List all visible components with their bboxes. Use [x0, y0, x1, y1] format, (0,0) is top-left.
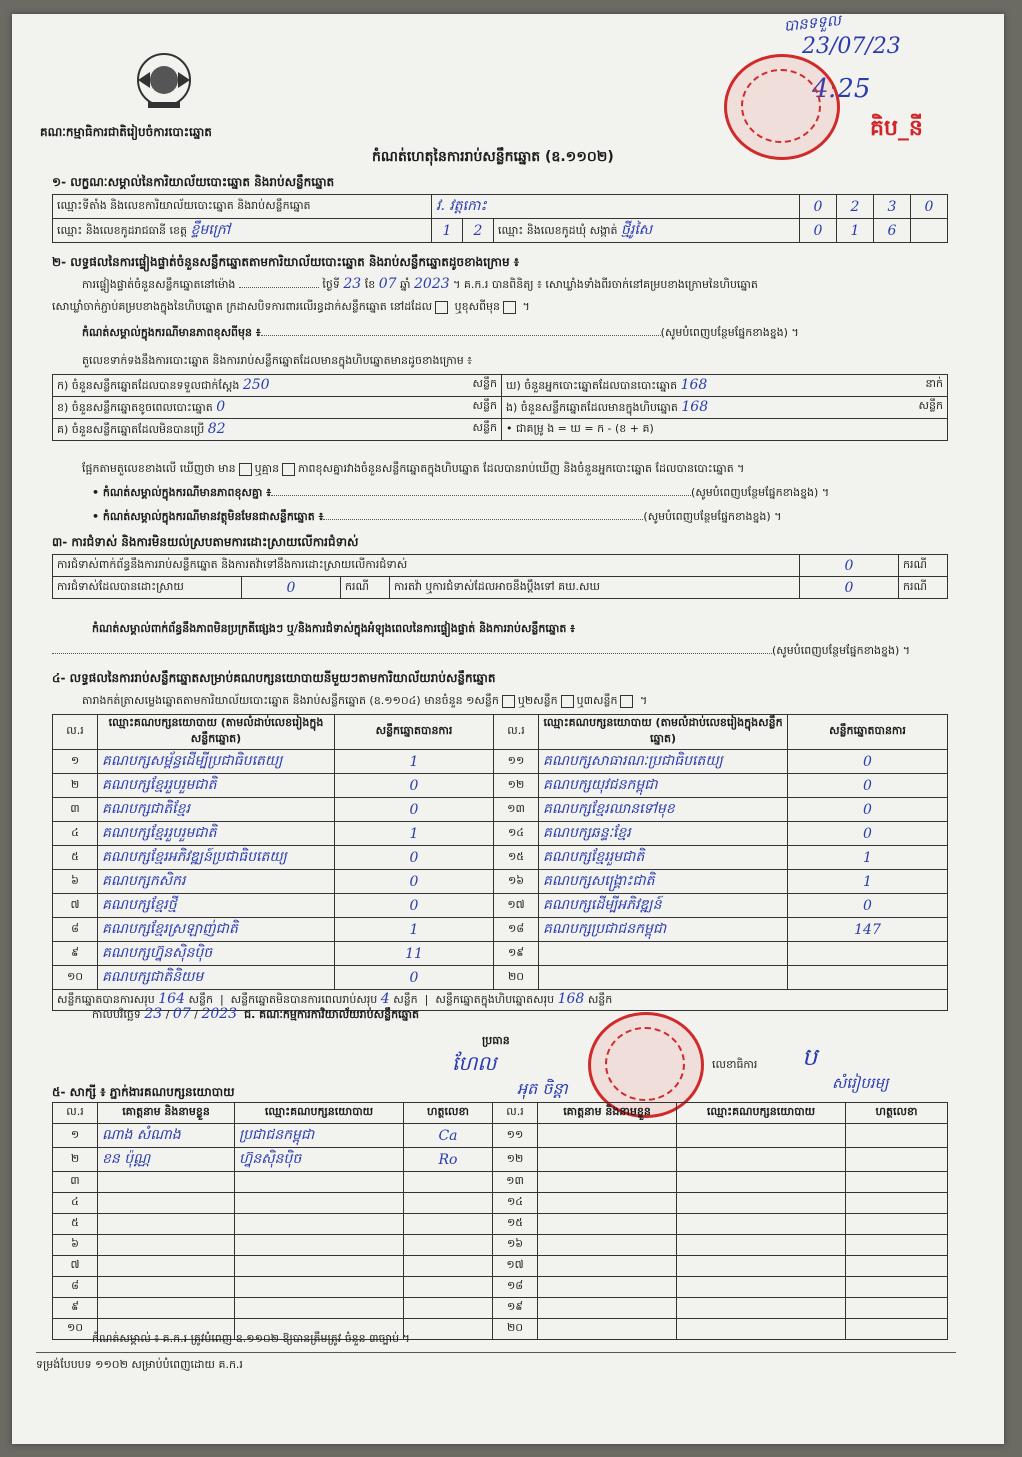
ballots-in-box-row: ង) ចំនួនសន្លឹកឆ្នោតដែលមានក្នុងហិបឆ្នោត 168 សន្លឹក: [502, 397, 948, 419]
president-name-handwritten: អុត ចិន្តា: [517, 1079, 568, 1098]
agent-sig-cell: [404, 1298, 493, 1319]
party-name-cell: គណបក្សសម្ព័ន្ធដើម្បីប្រជាធិបតេយ្យ: [98, 750, 335, 774]
station-name-value: វ. វត្តកោះ: [432, 195, 800, 219]
agent-party-cell: [235, 1298, 404, 1319]
party-votes-cell: 0: [335, 894, 494, 918]
agent-empty-cell: [538, 1193, 677, 1214]
secretary-label: លេខាធិការ: [712, 1058, 758, 1071]
agent-empty-cell: [846, 1172, 948, 1193]
commune-code-digit: 1: [837, 219, 874, 243]
party-name-cell: គណបក្សឆន្ទៈខ្មែរ: [539, 822, 788, 846]
note-diff-line: • កំណត់សម្គាល់ក្នុងករណីមានភាពខុសគ្នា ៖ (សូមបំពេញបន្ថែមផ្នែកខាងខ្នង) ។: [92, 486, 830, 499]
agent-empty-cell: [677, 1235, 846, 1256]
section-4-heading: ៤- លទ្ធផលនៃការរាប់សន្លឹកឆ្នោតសម្រាប់គណបក្សនយោបាយនីមួយៗតាមការិយាល័យរាប់សន្លឹកឆ្នោត: [52, 671, 496, 685]
agent-sig-cell: [404, 1319, 493, 1340]
agent-empty-cell: [846, 1214, 948, 1235]
agent-empty-cell: [538, 1172, 677, 1193]
agent-no2-cell: ១៧: [493, 1256, 538, 1277]
party-votes-cell: 1: [335, 918, 494, 942]
red-official-stamp-top: [724, 54, 840, 160]
agent-empty-cell: [677, 1298, 846, 1319]
province-code-digit: 2: [463, 219, 494, 243]
agent-sig-cell: [404, 1277, 493, 1298]
party-no-cell: ១៨: [494, 918, 539, 942]
station-code-digit: 3: [874, 195, 911, 219]
agent-empty-cell: [538, 1319, 677, 1340]
agent-empty-cell: [538, 1256, 677, 1277]
party-votes-cell: 1: [788, 846, 948, 870]
agent-no-cell: ៦: [53, 1235, 98, 1256]
agent-empty-cell: [538, 1235, 677, 1256]
party-no-cell: ៩: [53, 942, 98, 966]
agent-empty-cell: [677, 1214, 846, 1235]
agent-party-cell: [235, 1172, 404, 1193]
commune-code-digit: 6: [874, 219, 911, 243]
party-name-cell: គណបក្សខ្មែររួបរួមជាតិ: [98, 774, 335, 798]
agent-empty-cell: [846, 1277, 948, 1298]
station-name-label: ឈ្មោះទីតាំង និងលេខការិយាល័យបោះឆ្នោត និងរាប់សន្លឹកឆ្នោត: [53, 195, 432, 219]
received-date-handwritten: 23/07/23: [802, 34, 901, 59]
station-code-digit: 0: [800, 195, 837, 219]
agent-empty-cell: [677, 1172, 846, 1193]
agent-empty-cell: [846, 1298, 948, 1319]
case-unit: ករណី: [899, 577, 948, 599]
party-no-cell: ១០: [53, 966, 98, 990]
party-no-cell: ១៧: [494, 894, 539, 918]
party-no-cell: ២០: [494, 966, 539, 990]
station-code-digit: 2: [837, 195, 874, 219]
received-number-handwritten: 4:25: [812, 74, 871, 104]
agent-party-cell: ប្រជាជនកម្ពុជា: [235, 1124, 404, 1148]
date-line: កាលបរិច្ឆេទ 23 / 07 / 2023 ជ. គណៈកម្មការការិយាល័យរាប់សន្លឹកឆ្នោត: [92, 1006, 420, 1022]
agent-no-cell: ៣: [53, 1172, 98, 1193]
agent-empty-cell: [677, 1148, 846, 1172]
president-label: ប្រធាន: [482, 1034, 510, 1047]
agent-row: [53, 1235, 948, 1256]
agent-no-cell: ៧: [53, 1256, 98, 1277]
agent-name-cell: ណាង សំណាង: [98, 1124, 235, 1148]
party-votes-cell: 11: [335, 942, 494, 966]
party-no-cell: ៨: [53, 918, 98, 942]
party-name-cell: គណបក្សខ្មែរឈានទៅមុខ: [539, 798, 788, 822]
section-2-heading: ២- លទ្ធផលនៃការផ្ទៀងផ្ទាត់ចំនួនសន្លឹកឆ្នោតតាមការិយាល័យបោះឆ្នោត និងរាប់សន្លឹកឆ្នោតដូចខាងក្រោម ៖: [52, 255, 520, 269]
agent-no2-cell: ១៥: [493, 1214, 538, 1235]
party-votes-cell: 0: [335, 774, 494, 798]
agent-empty-cell: [677, 1124, 846, 1148]
president-signature: ហែល: [452, 1051, 497, 1075]
agent-empty-cell: [846, 1148, 948, 1172]
agent-no-cell: ១០: [53, 1319, 98, 1340]
party-name-cell: គណបក្សប្រជាជនកម្ពុជា: [539, 918, 788, 942]
agent-empty-cell: [846, 1256, 948, 1277]
party-no-cell: ៤: [53, 822, 98, 846]
col-no: ល.រ: [53, 715, 98, 750]
party-votes-cell: 0: [788, 750, 948, 774]
footer-instruction: ទម្រង់បែបបទ ១១០២ សម្រាប់បំពេញដោយ គ.ក.រ: [36, 1358, 243, 1371]
resolved-label: ការជំទាស់ដែលបានដោះស្រាយ: [53, 577, 242, 599]
agent-party-cell: ហ្វ៊ុនស៊ិនប៉ិច: [235, 1148, 404, 1172]
col-no: ល.រ: [493, 1103, 538, 1124]
party-name-cell: គណបក្សសង្គ្រោះជាតិ: [539, 870, 788, 894]
ballot-reconciliation-sentence: ការផ្ទៀងផ្ទាត់ចំនួនសន្លឹកឆ្នោតនៅម៉ោង ថ្ងៃទី 23 ខែ 07 ឆ្នាំ 2023 ។ គ.ក.រ បានពិនិត្យ ៖ សោឃ្លាំងទាំងពីរចាក់នៅគម្របខាងក្រោមនៃហិបឆ្នោត: [82, 276, 758, 292]
party-name-cell: គណបក្សខ្មែរអភិវឌ្ឍន៍ប្រជាធិបតេយ្យ: [98, 846, 335, 870]
document-page: [12, 11, 1004, 1444]
irregularity-note-line: (សូមបំពេញបន្ថែមផ្នែកខាងខ្នង) ។: [52, 644, 948, 660]
section-3-heading: ៣- ការជំទាស់ និងការមិនយល់ស្របតាមការដោះស្រាយលើការជំទាស់: [52, 535, 359, 549]
agent-party-cell: [235, 1235, 404, 1256]
agent-no2-cell: ១៤: [493, 1193, 538, 1214]
checkbox-two-sheets[interactable]: [561, 695, 574, 708]
agent-row: [53, 1124, 948, 1148]
agent-sig-cell: [404, 1214, 493, 1235]
party-name-cell: គណបក្សខ្មែរថ្មី: [98, 894, 335, 918]
agent-no2-cell: ២០: [493, 1319, 538, 1340]
col-party: ឈ្មោះគណបក្សនយោបាយ (តាមលំដាប់លេខរៀងក្នុងសន្លឹកឆ្នោត): [539, 715, 788, 750]
party-no-cell: ១១: [494, 750, 539, 774]
col-party: ឈ្មោះគណបក្សនយោបាយ (តាមលំដាប់លេខរៀងក្នុងសន្លឹកឆ្នោត): [98, 715, 335, 750]
disputes-count-value: 0: [800, 555, 899, 577]
formula-row: • ជាគម្រូ ង = ឃ = ក - (ខ + គ): [502, 419, 948, 441]
party-votes-cell: 147: [788, 918, 948, 942]
footnote: កំណត់សម្គាល់ ៖ គ.ក.រ ត្រូវបំពេញ ឧ.១១០២ ឱ្យបានត្រឹមត្រូវ ចំនួន ៣ច្បាប់ ។: [92, 1332, 410, 1345]
party-name-cell: [539, 942, 788, 966]
ballots-received-row: ក) ចំនួនសន្លឹកឆ្នោតដែលបានទទួលជាក់ស្តែង 250 សន្លឹក: [53, 375, 502, 397]
agent-sig-cell: [404, 1193, 493, 1214]
agent-empty-cell: [677, 1256, 846, 1277]
agent-name-cell: [98, 1298, 235, 1319]
agent-no2-cell: ១៨: [493, 1277, 538, 1298]
agent-no2-cell: ១១: [493, 1124, 538, 1148]
agent-row: [53, 1214, 948, 1235]
party-votes-cell: 1: [335, 822, 494, 846]
agent-sig-cell: [404, 1256, 493, 1277]
party-name-cell: គណបក្សខ្មែរស្រឡាញ់ជាតិ: [98, 918, 335, 942]
secretary-name-handwritten: សំរៀបរម្យ: [832, 1074, 889, 1092]
case-unit: ករណី: [341, 577, 390, 599]
checkbox-intact[interactable]: [435, 301, 448, 314]
party-no-cell: ៦: [53, 870, 98, 894]
party-votes-cell: [788, 942, 948, 966]
party-no-cell: ២: [53, 774, 98, 798]
section-5-heading: ៥- សាក្សី ៖ ភ្នាក់ងារគណបក្សនយោបាយ: [52, 1085, 235, 1099]
party-no-cell: ១២: [494, 774, 539, 798]
agent-empty-cell: [538, 1277, 677, 1298]
agent-empty-cell: [538, 1124, 677, 1148]
secretary-signature: ប: [802, 1043, 818, 1071]
agent-empty-cell: [846, 1124, 948, 1148]
agent-no-cell: ៨: [53, 1277, 98, 1298]
party-votes-cell: 0: [335, 798, 494, 822]
committee-name: គណៈកម្មាធិការជាតិរៀបចំការបោះឆ្នោត: [40, 125, 212, 139]
agent-name-cell: [98, 1193, 235, 1214]
note-if-different: កំណត់សម្គាល់ក្នុងករណីមានភាពខុសពីមុន ៖ (សូមបំពេញបន្ថែមផ្នែកខាងខ្នង) ។: [82, 326, 799, 339]
agent-no-cell: ១: [53, 1124, 98, 1148]
note-invalid-line: • កំណត់សម្គាល់ក្នុងករណីមានវត្ថុមិនមែនជាសន្លឹកឆ្នោត ៖ (សូមបំពេញបន្ថែមផ្នែកខាងខ្នង) ។: [92, 510, 782, 523]
agent-party-cell: [235, 1277, 404, 1298]
agent-no2-cell: ១៣: [493, 1172, 538, 1193]
checkbox-one-sheet[interactable]: [502, 695, 515, 708]
party-row: [53, 966, 948, 990]
form-code-red: គិប_នី: [870, 116, 923, 141]
agent-no-cell: ៥: [53, 1214, 98, 1235]
agent-empty-cell: [538, 1148, 677, 1172]
party-no-cell: ១៦: [494, 870, 539, 894]
party-no-cell: ១៣: [494, 798, 539, 822]
agent-sig-cell: Ca: [404, 1124, 493, 1148]
agent-no2-cell: ១៦: [493, 1235, 538, 1256]
agent-row: [53, 1193, 948, 1214]
party-name-cell: គណបក្សជាតិខ្មែរ: [98, 798, 335, 822]
agent-row: [53, 1298, 948, 1319]
checkbox-broken[interactable]: [503, 301, 516, 314]
commune-label: ឈ្មោះ និងលេខកូដឃុំ សង្កាត់ ថ្មីរូសៃ: [494, 219, 800, 243]
polling-station-table: [52, 194, 948, 243]
col-agent-name: គោត្តនាម និងនាមខ្លួន: [538, 1103, 677, 1124]
party-row: [53, 798, 948, 822]
party-row: [53, 942, 948, 966]
ballots-spoiled-row: ខ) ចំនួនសន្លឹកឆ្នោតខូចពេលបោះឆ្នោត 0 សន្លឹក: [53, 397, 502, 419]
province-code-digit: 1: [432, 219, 463, 243]
col-votes: សន្លឹកឆ្នោតបានការ: [335, 715, 494, 750]
checkbox-three-sheets[interactable]: [620, 695, 633, 708]
party-votes-cell: 0: [788, 798, 948, 822]
party-votes-cell: 0: [335, 966, 494, 990]
agent-row: [53, 1277, 948, 1298]
form-title: កំណត់ហេតុនៃការរាប់សន្លឹកឆ្នោត (ឧ.១១០២): [372, 149, 614, 165]
col-agent-name: គោត្តនាម និងនាមខ្លួន: [98, 1103, 235, 1124]
party-votes-cell: 0: [788, 774, 948, 798]
party-no-cell: ១៩: [494, 942, 539, 966]
party-no-cell: ៣: [53, 798, 98, 822]
agent-empty-cell: [846, 1319, 948, 1340]
party-votes-cell: 1: [788, 870, 948, 894]
col-signature: ហត្ថលេខា: [846, 1103, 948, 1124]
counting-intro: តួលេខទាក់ទងនឹងការបោះឆ្នោត និងការរាប់សន្លឹកឆ្នោតដែលមានក្នុងហិបឆ្នោតមានដូចខាងក្រោម ៖: [82, 354, 473, 367]
agent-sig-cell: [404, 1172, 493, 1193]
party-row: [53, 894, 948, 918]
agent-no2-cell: ១២: [493, 1148, 538, 1172]
totals-row: សន្លឹកឆ្នោតបានការសរុប 164 សន្លឹក | សន្លឹកឆ្នោតមិនបានការពេលរាប់សរុប 4 សន្លឹក | សន្លឹកឆ្នោតក្នុងហិបឆ្នោតសរុប 168 សន្លឹក: [53, 990, 948, 1011]
agent-row: [53, 1256, 948, 1277]
referred-value: 0: [800, 577, 899, 599]
agent-sig-cell: Ro: [404, 1148, 493, 1172]
party-votes-cell: 0: [788, 822, 948, 846]
party-row: [53, 846, 948, 870]
ballot-count-table: [52, 374, 948, 441]
party-row: [53, 822, 948, 846]
voters-voted-row: ឃ) ចំនួនអ្នកបោះឆ្នោតដែលបានបោះឆ្នោត 168 នាក់: [502, 375, 948, 397]
party-no-cell: ៧: [53, 894, 98, 918]
agent-row: [53, 1148, 948, 1172]
received-handwritten-note: បានទទួល: [783, 11, 842, 35]
agent-empty-cell: [538, 1214, 677, 1235]
party-name-cell: គណបក្សដើម្បីអភិវឌ្ឍន៍: [539, 894, 788, 918]
agent-empty-cell: [677, 1193, 846, 1214]
party-name-cell: [539, 966, 788, 990]
party-row: [53, 750, 948, 774]
party-row: [53, 774, 948, 798]
agent-sig-cell: [404, 1235, 493, 1256]
agent-party-cell: [235, 1214, 404, 1235]
agent-row: [53, 1172, 948, 1193]
party-no-cell: ១៥: [494, 846, 539, 870]
agent-no-cell: ៤: [53, 1193, 98, 1214]
party-name-cell: គណបក្សខ្មែររួបរួមជាតិ: [98, 822, 335, 846]
agent-name-cell: [98, 1172, 235, 1193]
party-row: [53, 870, 948, 894]
agent-no2-cell: ១៩: [493, 1298, 538, 1319]
section-1-heading: ១- លក្ខណៈសម្គាល់នៃការិយាល័យបោះឆ្នោត និងរាប់សន្លឹកឆ្នោត: [52, 175, 335, 189]
party-row: [53, 918, 948, 942]
party-no-cell: ១: [53, 750, 98, 774]
agent-empty-cell: [677, 1277, 846, 1298]
checkbox-has-diff[interactable]: [239, 463, 252, 476]
agent-name-cell: [98, 1256, 235, 1277]
agent-name-cell: ខន ប៉ុណ្ណ: [98, 1148, 235, 1172]
party-votes-cell: 0: [335, 846, 494, 870]
compare-sentence: ផ្អែកតាមតួលេខខាងលើ ឃើញថា មាន ឬគ្មាន ភាពខុសគ្នារវាងចំនួនសន្លឹកឆ្នោតក្នុងហិបឆ្នោត ដែលបានរាប់ឃើញ និងចំនួនអ្នកបោះឆ្នោត ដែលបានបោះឆ្នោត ។: [82, 462, 745, 475]
station-code-digit: 0: [911, 195, 948, 219]
agent-empty-cell: [846, 1193, 948, 1214]
col-agent-party: ឈ្មោះគណបក្សនយោបាយ: [235, 1103, 404, 1124]
col-no: ល.រ: [53, 1103, 98, 1124]
agent-party-cell: [235, 1256, 404, 1277]
agent-name-cell: [98, 1214, 235, 1235]
referred-label: ការតវ៉ា ឬការជំទាស់ដែលអាចនឹងប្តឹងទៅ គឃ.សឃ: [390, 577, 800, 599]
checkbox-no-diff[interactable]: [282, 463, 295, 476]
agent-name-cell: [98, 1277, 235, 1298]
col-no: ល.រ: [494, 715, 539, 750]
tally-sheet-sentence: តារាងកត់ត្រាសម្លេងឆ្នោតតាមការិយាល័យបោះឆ្នោត និងរាប់សន្លឹកឆ្នោត (ឧ.១១០៤) មានចំនួន ១សន្លឹក ឬ២សន្លឹក ឬ៣សន្លឹក ។: [82, 694, 648, 707]
nec-emblem-icon: [132, 50, 196, 112]
party-no-cell: ១៤: [494, 822, 539, 846]
party-votes-cell: 0: [788, 894, 948, 918]
commune-code-digit: 0: [800, 219, 837, 243]
party-name-cell: គណបក្សជាតិនិយម: [98, 966, 335, 990]
col-votes: សន្លឹកឆ្នោតបានការ: [788, 715, 948, 750]
party-votes-cell: 1: [335, 750, 494, 774]
party-agents-table: [52, 1102, 948, 1340]
ballots-unused-row: គ) ចំនួនសន្លឹកឆ្នោតដែលមិនបានប្រើ 82 សន្លឹក: [53, 419, 502, 441]
disputes-table: [52, 554, 948, 599]
party-votes-cell: 0: [335, 870, 494, 894]
province-label: ឈ្មោះ និងលេខកូដរាជធានី ខេត្ត ខ្ទឹមក្រៅ: [53, 219, 432, 243]
party-votes-cell: [788, 966, 948, 990]
resolved-value: 0: [242, 577, 341, 599]
agent-no-cell: ២: [53, 1148, 98, 1172]
agent-no-cell: ៩: [53, 1298, 98, 1319]
agent-empty-cell: [538, 1298, 677, 1319]
party-name-cell: គណបក្សហ្វ៊ុនស៊ិនប៉ិច: [98, 942, 335, 966]
agent-empty-cell: [677, 1319, 846, 1340]
col-agent-party: ឈ្មោះគណបក្សនយោបាយ: [677, 1103, 846, 1124]
disputes-count-label: ការជំទាស់ពាក់ព័ន្ធនឹងការរាប់សន្លឹកឆ្នោត និងការតវ៉ាទៅនឹងការដោះស្រាយលើការជំទាស់: [53, 555, 800, 577]
agent-empty-cell: [846, 1235, 948, 1256]
party-name-cell: គណបក្សសាធារណៈប្រជាធិបតេយ្យ: [539, 750, 788, 774]
seal-check-sentence: សោឃ្លាំចាក់ភ្ជាប់គម្របខាងក្នុងនៃហិបឆ្នោត ក្រដាសបិទការពារលើរន្ធដាក់សន្លឹកឆ្នោត នៅដដែល ឬខុសពីមុន ។: [52, 300, 530, 313]
col-signature: ហត្ថលេខា: [404, 1103, 493, 1124]
party-name-cell: គណបក្សយុវជនកម្ពុជា: [539, 774, 788, 798]
party-name-cell: គណបក្សកសិករ: [98, 870, 335, 894]
irregularity-note: កំណត់សម្គាល់ពាក់ព័ន្ធនឹងភាពមិនប្រក្រតីផ្សេងៗ ឬ/និងការជំទាស់ក្នុងអំឡុងពេលនៃការផ្ទៀងផ្ទាត់ និងការរាប់សន្លឹកឆ្នោត ៖: [92, 622, 576, 635]
agent-name-cell: [98, 1235, 235, 1256]
commune-code-digit: [911, 219, 948, 243]
party-results-table: [52, 714, 948, 1011]
case-unit: ករណី: [899, 555, 948, 577]
party-no-cell: ៥: [53, 846, 98, 870]
party-name-cell: គណបក្សខ្មែររួមជាតិ: [539, 846, 788, 870]
agent-party-cell: [235, 1193, 404, 1214]
